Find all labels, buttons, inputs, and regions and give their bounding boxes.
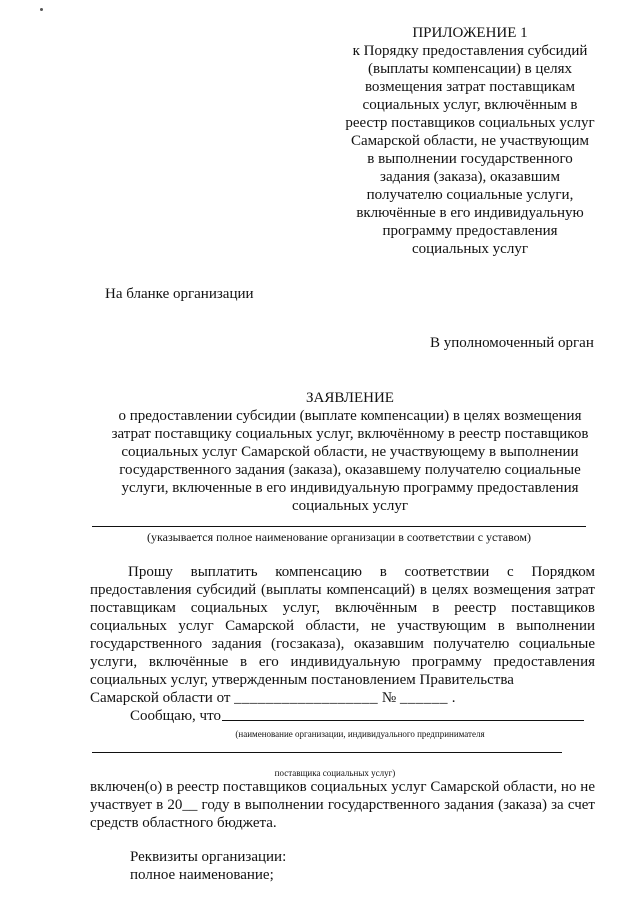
supplier-field-line[interactable]	[92, 752, 562, 753]
organization-caption: (наименование организации, индивидуального предпринимателя	[235, 729, 485, 739]
period: .	[451, 690, 456, 706]
date-field[interactable]: __________________	[234, 690, 379, 706]
appendix-lines	[330, 42, 610, 258]
appendix-line: возмещения затрат поставщикам	[364, 79, 576, 95]
requisites-title: Реквизиты организации:	[130, 849, 287, 865]
region-date-prefix: Самарской области от	[90, 690, 231, 706]
appendix-line: задания (заказа), оказавшим	[380, 169, 560, 185]
appendix-line: к Порядку предоставления субсидий	[352, 43, 588, 59]
appendix-line: программу предоставления	[382, 223, 558, 239]
requisites-block	[130, 848, 286, 884]
statement-subtitle	[90, 407, 610, 515]
statement-line: социальных услуг Самарской области, не участвующему в выполнении	[121, 444, 579, 460]
appendix-title: ПРИЛОЖЕНИЕ 1	[412, 25, 528, 41]
recipient-label: В уполномоченный орган	[430, 335, 594, 351]
statement-line: о предоставлении субсидии (выплате компенсации) в целях возмещения	[118, 408, 582, 424]
appendix-line: социальных услуг	[412, 241, 528, 257]
request-paragraph: Прошу выплатить компенсацию в соответствии с Порядком предоставления субсидий (выплаты компенсаций) в целях возмещения затрат поставщикам социальных услуг, включённым в реестр поставщиков социальных услуг Самарской области, не участвующим в выполнении государственного задания (госзаказа), оказавшим получателю социальные услуги, включённые в его индивидуальную программу предоставления социальных услуг, утвержденным постановлением Правительства	[90, 564, 595, 688]
statement-title: ЗАЯВЛЕНИЕ	[306, 390, 394, 406]
appendix-line: получателю социальные услуги,	[366, 187, 574, 203]
inform-prefix: Сообщаю, что	[130, 708, 221, 724]
appendix-header	[330, 24, 610, 258]
appendix-line: включённые в его индивидуальную	[356, 205, 584, 221]
appendix-line: Самарской области, не участвующим	[350, 133, 589, 149]
scan-dot	[40, 8, 43, 11]
requisites-full-name: полное наименование;	[130, 867, 274, 883]
appendix-line: в выполнении государственного	[367, 151, 573, 167]
statement-line: услуги, включенные в его индивидуальную программу предоставления	[121, 480, 579, 496]
appendix-line: (выплаты компенсации) в целях	[368, 61, 572, 77]
number-field[interactable]: ______	[399, 690, 448, 706]
statement-line: государственного задания (заказа), оказавшему получателю социальные	[119, 462, 581, 478]
org-name-caption: (указывается полное наименование организации в соответствии с уставом)	[146, 530, 532, 544]
supplier-caption: поставщика социальных услуг)	[274, 768, 396, 778]
org-name-field-line[interactable]	[92, 526, 586, 527]
number-sign: №	[381, 690, 397, 706]
letterhead-label: На бланке организации	[105, 286, 254, 302]
date-number-line	[90, 689, 595, 707]
appendix-line: социальных услуг, включённым в	[362, 97, 578, 113]
included-paragraph: включен(о) в реестр поставщиков социальных услуг Самарской области, но не участвует в 20__ году в выполнении государственного задания (заказа) за счет средств областного бюджета.	[90, 779, 595, 831]
statement-line: социальных услуг	[292, 498, 408, 514]
statement-line: затрат поставщику социальных услуг, включённому в реестр поставщиков	[111, 426, 589, 442]
organization-name-field-line[interactable]	[222, 720, 584, 721]
statement-header	[90, 389, 610, 515]
appendix-line: реестр поставщиков социальных услуг	[345, 115, 595, 131]
